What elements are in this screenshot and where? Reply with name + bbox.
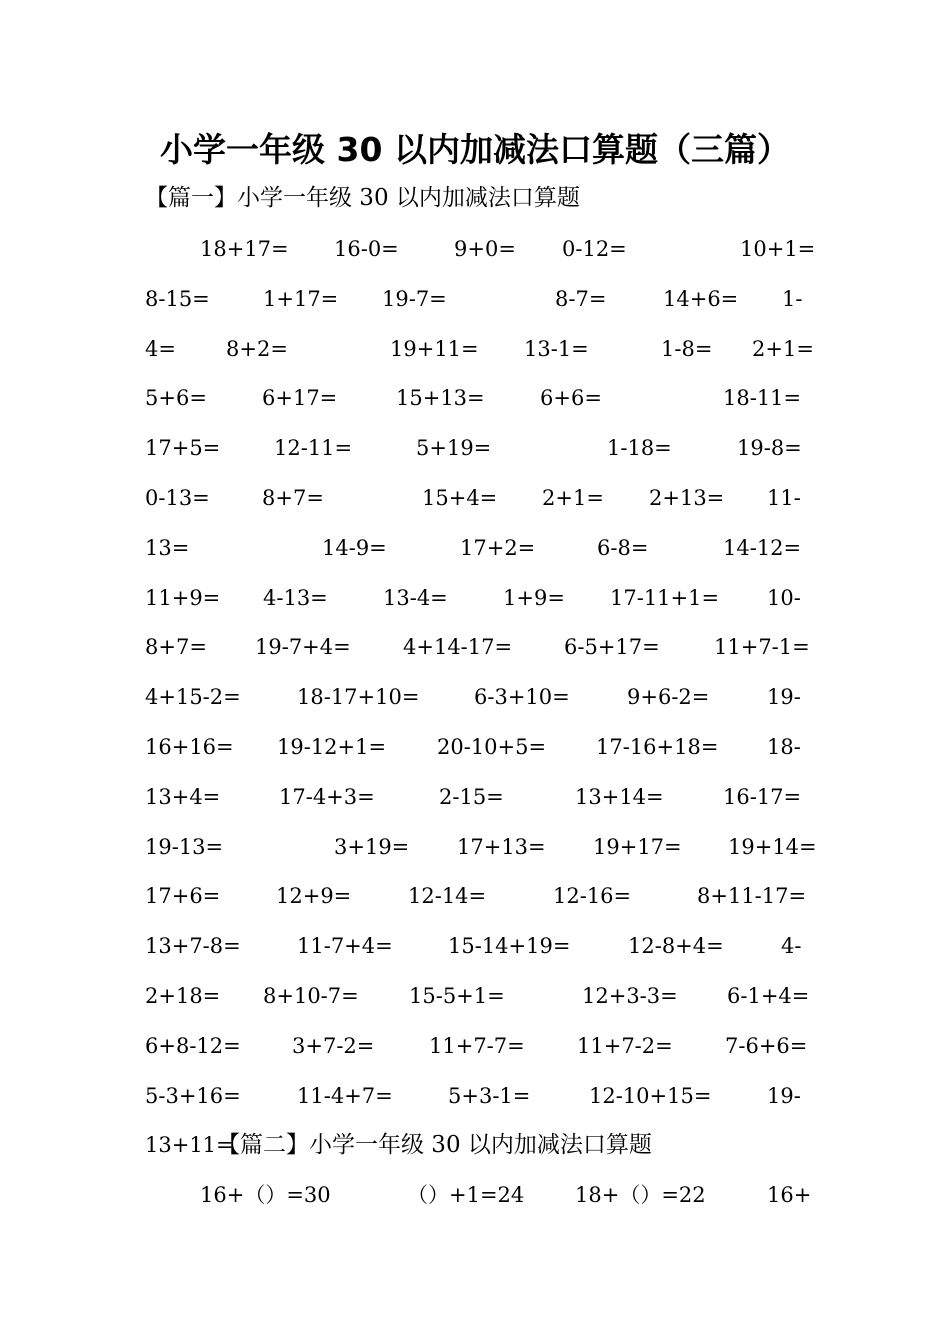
math-problem: 14+6=: [663, 287, 739, 311]
math-problem: 20-10+5=: [437, 735, 547, 759]
problem-row: [145, 282, 810, 316]
math-problem: 11-4+7=: [297, 1084, 393, 1108]
math-problem: 17-4+3=: [279, 785, 375, 809]
math-problem: 13+11=: [145, 1133, 234, 1157]
section1-heading: 【篇一】小学一年级 30 以内加减法口算题: [145, 185, 580, 211]
math-problem: 11-: [767, 486, 801, 510]
math-problem: 2+1=: [752, 337, 814, 361]
math-problem: 19-: [767, 1084, 801, 1108]
math-problem: 8+7=: [262, 486, 324, 510]
math-problem: 8+7=: [145, 635, 207, 659]
problem-row: [145, 381, 810, 415]
math-problem: 1-: [782, 287, 803, 311]
problem-row: [145, 680, 810, 714]
math-problem: 13-4=: [383, 586, 448, 610]
document-title: 小学一年级 30 以内加减法口算题（三篇）: [160, 130, 790, 169]
math-problem: 4-: [781, 934, 802, 958]
math-problem: 19-12+1=: [277, 735, 387, 759]
fill-blank-problem: （）+1=24: [407, 1183, 525, 1207]
math-problem: 11+7-1=: [714, 635, 810, 659]
math-problem: 13+14=: [575, 785, 664, 809]
math-problem: 4-13=: [263, 586, 328, 610]
math-problem: 6-1+4=: [727, 984, 810, 1008]
math-problem: 2+18=: [145, 984, 221, 1008]
math-problem: 12+3-3=: [582, 984, 678, 1008]
math-problem: 15+13=: [396, 386, 485, 410]
math-problem: 19+17=: [593, 835, 682, 859]
math-problem: 19-7+4=: [255, 635, 351, 659]
math-problem: 5+19=: [416, 436, 492, 460]
problem-row: [145, 431, 810, 465]
math-problem: 1-8=: [661, 337, 713, 361]
problem-row: [145, 780, 810, 814]
math-problem: 12-10+15=: [589, 1084, 712, 1108]
math-problem: 13=: [145, 536, 190, 560]
problem-row: [145, 879, 810, 913]
math-problem: 17+6=: [145, 884, 221, 908]
math-problem: 15-14+19=: [448, 934, 571, 958]
math-problem: 1+17=: [263, 287, 339, 311]
math-problem: 6+8-12=: [145, 1034, 241, 1058]
math-problem: 5+6=: [145, 386, 207, 410]
math-problem: 14-9=: [322, 536, 387, 560]
math-problem: 0-13=: [145, 486, 210, 510]
math-problem: 1-18=: [607, 436, 672, 460]
math-problem: 8+10-7=: [263, 984, 359, 1008]
math-problem: 19+14=: [728, 835, 817, 859]
math-problem: 17+2=: [460, 536, 536, 560]
math-problem: 16-0=: [334, 237, 399, 261]
math-problem: 11+9=: [145, 586, 221, 610]
math-problem: 19-: [767, 685, 801, 709]
math-problem: 19-8=: [737, 436, 802, 460]
math-problem: 18-: [767, 735, 801, 759]
math-problem: 10+1=: [740, 237, 816, 261]
section2-heading: 【篇二】小学一年级 30 以内加减法口算题: [217, 1132, 652, 1158]
math-problem: 5+3-1=: [448, 1084, 531, 1108]
math-problem: 4+14-17=: [403, 635, 513, 659]
problem-row: [145, 979, 810, 1013]
problem-row: [145, 1029, 810, 1063]
math-problem: 6-5+17=: [564, 635, 660, 659]
math-problem: 17+13=: [457, 835, 546, 859]
math-problem: 19+11=: [390, 337, 479, 361]
problem-row: [145, 1079, 810, 1113]
math-problem: 12+9=: [276, 884, 352, 908]
math-problem: 2-15=: [439, 785, 504, 809]
math-problem: 16-17=: [723, 785, 802, 809]
fill-blank-problem: 18+（）=22: [575, 1183, 706, 1207]
math-problem: 4+15-2=: [145, 685, 241, 709]
math-problem: 12-11=: [274, 436, 353, 460]
math-problem: 10-: [767, 586, 801, 610]
math-problem: 0-12=: [562, 237, 627, 261]
math-problem: 3+7-2=: [292, 1034, 375, 1058]
math-problem: 15+4=: [422, 486, 498, 510]
math-problem: 9+0=: [454, 237, 516, 261]
problem-row: [145, 531, 810, 565]
math-problem: 2+13=: [649, 486, 725, 510]
math-problem: 3+19=: [334, 835, 410, 859]
problem-row: [145, 1178, 810, 1212]
math-problem: 8-7=: [555, 287, 607, 311]
problem-row: [145, 1128, 810, 1162]
problem-row: [145, 929, 810, 963]
math-problem: 18-17+10=: [297, 685, 420, 709]
math-problem: 12-8+4=: [628, 934, 724, 958]
math-problem: 5-3+16=: [145, 1084, 241, 1108]
math-problem: 18+17=: [200, 237, 289, 261]
fill-blank-problem: 16+（）=30: [200, 1183, 331, 1207]
problem-row: [145, 581, 810, 615]
problem-row: [145, 730, 810, 764]
math-problem: 18-11=: [723, 386, 802, 410]
math-problem: 9+6-2=: [627, 685, 710, 709]
math-problem: 6-8=: [597, 536, 649, 560]
math-problem: 8+11-17=: [697, 884, 807, 908]
math-problem: 14-12=: [723, 536, 802, 560]
problem-row: [145, 830, 817, 864]
math-problem: 15-5+1=: [409, 984, 505, 1008]
math-problem: 17+5=: [145, 436, 221, 460]
math-problem: 11+7-7=: [429, 1034, 525, 1058]
math-problem: 13+7-8=: [145, 934, 241, 958]
math-problem: 19-13=: [145, 835, 224, 859]
math-problem: 19-7=: [382, 287, 447, 311]
math-problem: 6+6=: [540, 386, 602, 410]
math-problem: 13+4=: [145, 785, 221, 809]
problem-row: [145, 232, 816, 266]
problem-row: [145, 481, 810, 515]
math-problem: 11+7-2=: [577, 1034, 673, 1058]
fill-blank-problem: 16+: [767, 1183, 812, 1207]
math-problem: 6-3+10=: [474, 685, 570, 709]
math-problem: 2+1=: [542, 486, 604, 510]
math-problem: 6+17=: [262, 386, 338, 410]
math-problem: 12-14=: [408, 884, 487, 908]
math-problem: 7-6+6=: [725, 1034, 808, 1058]
math-problem: 17-16+18=: [596, 735, 719, 759]
math-problem: 8-15=: [145, 287, 210, 311]
math-problem: 16+16=: [145, 735, 234, 759]
problem-row: [145, 332, 814, 366]
math-problem: 11-7+4=: [297, 934, 393, 958]
math-problem: 13-1=: [524, 337, 589, 361]
math-problem: 17-11+1=: [610, 586, 720, 610]
math-problem: 4=: [145, 337, 176, 361]
math-problem: 8+2=: [226, 337, 288, 361]
problem-row: [145, 630, 810, 664]
math-problem: 1+9=: [503, 586, 565, 610]
math-problem: 12-16=: [553, 884, 632, 908]
